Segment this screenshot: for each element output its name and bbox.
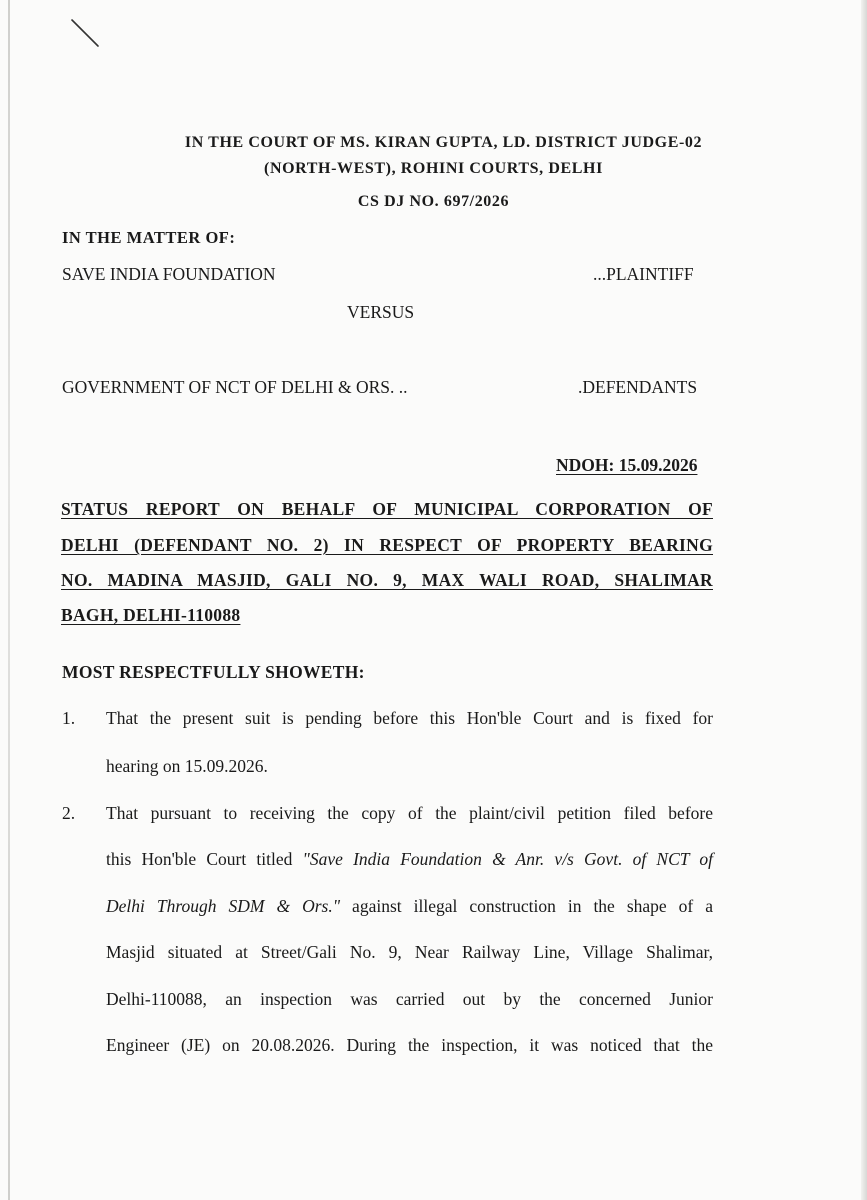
showeth-heading: MOST RESPECTFULLY SHOWETH: — [62, 662, 365, 682]
status-report-title-line-4: BAGH, DELHI-110088 — [61, 605, 241, 625]
plaintiff-name: SAVE INDIA FOUNDATION — [62, 264, 276, 284]
paragraph-2-line-4: Masjid situated at Street/Gali No. 9, Near Railway Line, Village Shalimar, — [106, 942, 713, 962]
page-left-edge — [8, 0, 10, 1200]
versus-label: VERSUS — [347, 302, 415, 322]
status-report-title-line-3: NO. MADINA MASJID, GALI NO. 9, MAX WALI ROAD, SHALIMAR — [61, 570, 713, 590]
defendant-name: GOVERNMENT OF NCT OF DELHI & ORS. .. — [62, 377, 408, 397]
paragraph-1-line-2: hearing on 15.09.2026. — [106, 756, 268, 776]
paragraph-2-line-3-text: against illegal construction in the shape of a — [340, 896, 713, 916]
paragraph-1-number: 1. — [62, 708, 76, 728]
paragraph-1-line-1: That the present suit is pending before this Hon'ble Court and is fixed for — [106, 708, 713, 728]
paragraph-2-number: 2. — [62, 803, 76, 823]
pen-stroke-mark — [70, 18, 110, 58]
paragraph-2-line-2-text: this Hon'ble Court titled — [106, 849, 303, 869]
case-title-italic-part-2: Delhi Through SDM & Ors." — [106, 896, 341, 916]
paragraph-2-line-2 — [106, 849, 713, 870]
court-name-line-1: IN THE COURT OF MS. KIRAN GUPTA, LD. DISTRICT JUDGE-02 — [184, 134, 703, 151]
defendant-role: .DEFENDANTS — [578, 377, 698, 397]
next-date-of-hearing: NDOH: 15.09.2026 — [556, 455, 698, 475]
status-report-title-line-2: DELHI (DEFENDANT NO. 2) IN RESPECT OF PROPERTY BEARING — [61, 535, 713, 555]
status-report-title-line-1: STATUS REPORT ON BEHALF OF MUNICIPAL CORPORATION OF — [61, 499, 713, 519]
case-title-italic-part-1: "Save India Foundation & Anr. v/s Govt. of NCT of — [302, 849, 713, 869]
case-number: CS DJ NO. 697/2026 — [357, 193, 510, 210]
paragraph-2-line-3 — [106, 896, 713, 917]
paragraph-2-line-5: Delhi-110088, an inspection was carried out by the concerned Junior — [106, 989, 713, 1009]
paragraph-2-line-1: That pursuant to receiving the copy of the plaint/civil petition filed before — [106, 803, 713, 823]
matter-heading: IN THE MATTER OF: — [62, 228, 236, 247]
plaintiff-role: ...PLAINTIFF — [593, 264, 694, 284]
court-name-line-2: (NORTH-WEST), ROHINI COURTS, DELHI — [264, 160, 603, 177]
page-right-edge — [861, 0, 867, 1200]
paragraph-2-line-6: Engineer (JE) on 20.08.2026. During the inspection, it was noticed that the — [106, 1035, 713, 1055]
